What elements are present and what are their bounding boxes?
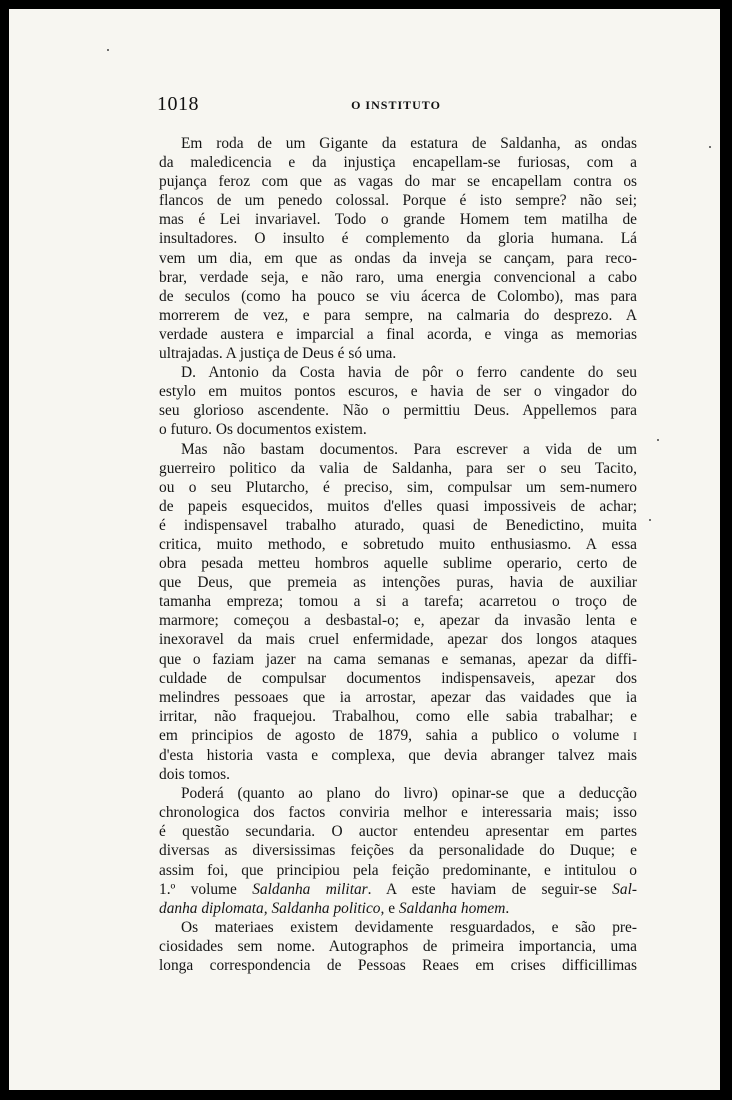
text-line: guerreiro politico da valia de Saldanha, para ser o seu Tacito, [159, 459, 637, 477]
book-title: Saldanha politico, [271, 899, 385, 917]
text-line: D. Antonio da Costa havia de pôr o ferro candente do seu [181, 364, 637, 382]
text-line: Os materiaes existem devidamente resguardados, e são pre- [181, 918, 637, 936]
book-title: danha diplomata, [159, 899, 268, 917]
text-line: longa correspondencia de Pessoas Reaes em crises difficillimas [159, 957, 637, 975]
text-line: Em roda de um Gigante da estatura de Saldanha, as ondas [181, 135, 637, 152]
book-title: Saldanha homem [398, 899, 506, 917]
paper-speck [107, 49, 109, 51]
text-line: culdade de compulsar documentos indispensaveis, apezar dos [159, 669, 637, 687]
text-line: seu glorioso ascendente. Não o permittiu Deus. Appellemos para [159, 402, 637, 420]
paper-speck [657, 439, 659, 441]
text-line: chronologica dos factos conviria melhor e interessaria mais; isso [159, 804, 637, 822]
text-line: obra pesada metteu hombros aquelle sublime operario, certo de [159, 555, 637, 573]
text-line: irritar, não fraquejou. Trabalhou, como elle sabia trabalhar; e [159, 707, 637, 725]
text-line: diversas as diversissimas feições da personalidade do Duque; e [159, 842, 637, 860]
text-line [159, 899, 637, 918]
text-line: flancos de um penedo colossal. Porque é isto sempre? não sei; [159, 192, 637, 210]
book-title: Sal- [612, 880, 637, 898]
text-line [159, 880, 637, 899]
text-line: vem um dia, em que as ondas da inveja se cançam, para reco- [159, 249, 637, 267]
running-title: O INSTITUTO [351, 98, 441, 112]
text-line: Mas não bastam documentos. Para escrever a vida de um [181, 440, 637, 458]
paper-speck [709, 146, 711, 148]
text-line: dois tomos. [159, 766, 230, 784]
text-line: de seculos (como ha pouco se viu ácerca de Colombo), mas para [159, 287, 637, 305]
paragraph-1 [159, 134, 637, 363]
text-line: Poderá (quanto ao plano do livro) opinar-se que a deducção [181, 785, 637, 803]
text-line: marmore; começou a desbastal-o; e, apezar da invasão lenta e [159, 612, 637, 630]
page-number: 1018 [157, 93, 199, 115]
text-line: insultadores. O insulto é complemento da gloria humana. Lá [159, 230, 637, 248]
text-line: inexoravel da mais cruel enfermidade, apezar dos longos ataques [159, 631, 637, 649]
volume-numeral: I [633, 728, 637, 743]
text-line: verdade austera e imparcial a final acorda, e vinga as memorias [159, 325, 637, 343]
text-line: que Deus, que premeia as intenções puras, havia de auxiliar [159, 574, 637, 592]
body-text [159, 134, 637, 975]
book-page [9, 9, 720, 1090]
text-fragment: . [505, 899, 510, 917]
text-line: é indispensavel trabalho aturado, quasi de Benedictino, muita [159, 516, 637, 534]
text-line: critica, muito methodo, e sobretudo muito enthusiasmo. A essa [159, 535, 637, 553]
text-line: que o faziam jazer na cama semanas e semanas, apezar da diffi- [159, 650, 637, 668]
text-fragment: . A este haviam de seguir-se [367, 880, 597, 898]
text-line: pujança feroz com que as vagas do mar se encapellam contra os [159, 173, 637, 191]
text-fragment: em principios de agosto de 1879, sahia a publico o volume [159, 726, 620, 744]
paragraph-3 [159, 440, 637, 785]
text-line: morrerem de vez, e para sempre, na calmaria do desprezo. A [159, 306, 637, 324]
text-fragment: e [388, 899, 396, 917]
text-line: ultrajadas. A justiça de Deus é só uma. [159, 345, 397, 363]
book-title: Saldanha militar [252, 880, 368, 898]
text-line [159, 726, 637, 746]
text-fragment: 1.º volume [159, 880, 237, 898]
text-line: melindres pessoaes que ia arrostar, apezar das vaidades que ia [159, 688, 637, 706]
text-line: o futuro. Os documentos existem. [159, 421, 367, 439]
text-line: d'esta historia vasta e complexa, que devia abranger talvez mais [159, 747, 637, 764]
paragraph-4 [159, 784, 637, 918]
text-line: ciosidades sem nome. Autographos de primeira importancia, uma [159, 937, 637, 955]
text-line: é questão secundaria. O auctor entendeu apresentar em partes [159, 823, 637, 841]
text-line: assim foi, que principiou pela feição predominante, e intitulou o [159, 861, 637, 879]
paper-speck [649, 519, 651, 521]
text-line: ou o seu Plutarcho, é preciso, sim, compulsar um sem-numero [159, 478, 637, 496]
page-header [157, 93, 635, 117]
text-line: estylo em muitos pontos escuros, e havia de ser o vingador do [159, 383, 637, 401]
text-line: de papeis esquecidos, muitos d'elles quasi impossiveis de achar; [159, 497, 637, 515]
text-line: tamanha empreza; tomou a si a tarefa; acarretou o troço de [159, 593, 637, 611]
text-line: mas é Lei invariavel. Todo o grande Homem tem matilha de [159, 211, 637, 229]
text-line: da maledicencia e da injustiça encapellam-se furiosas, com a [159, 154, 637, 172]
paragraph-2 [159, 363, 637, 439]
text-line: brar, verdade seja, e não raro, uma energia convencional a cabo [159, 268, 637, 286]
paragraph-5 [159, 918, 637, 975]
